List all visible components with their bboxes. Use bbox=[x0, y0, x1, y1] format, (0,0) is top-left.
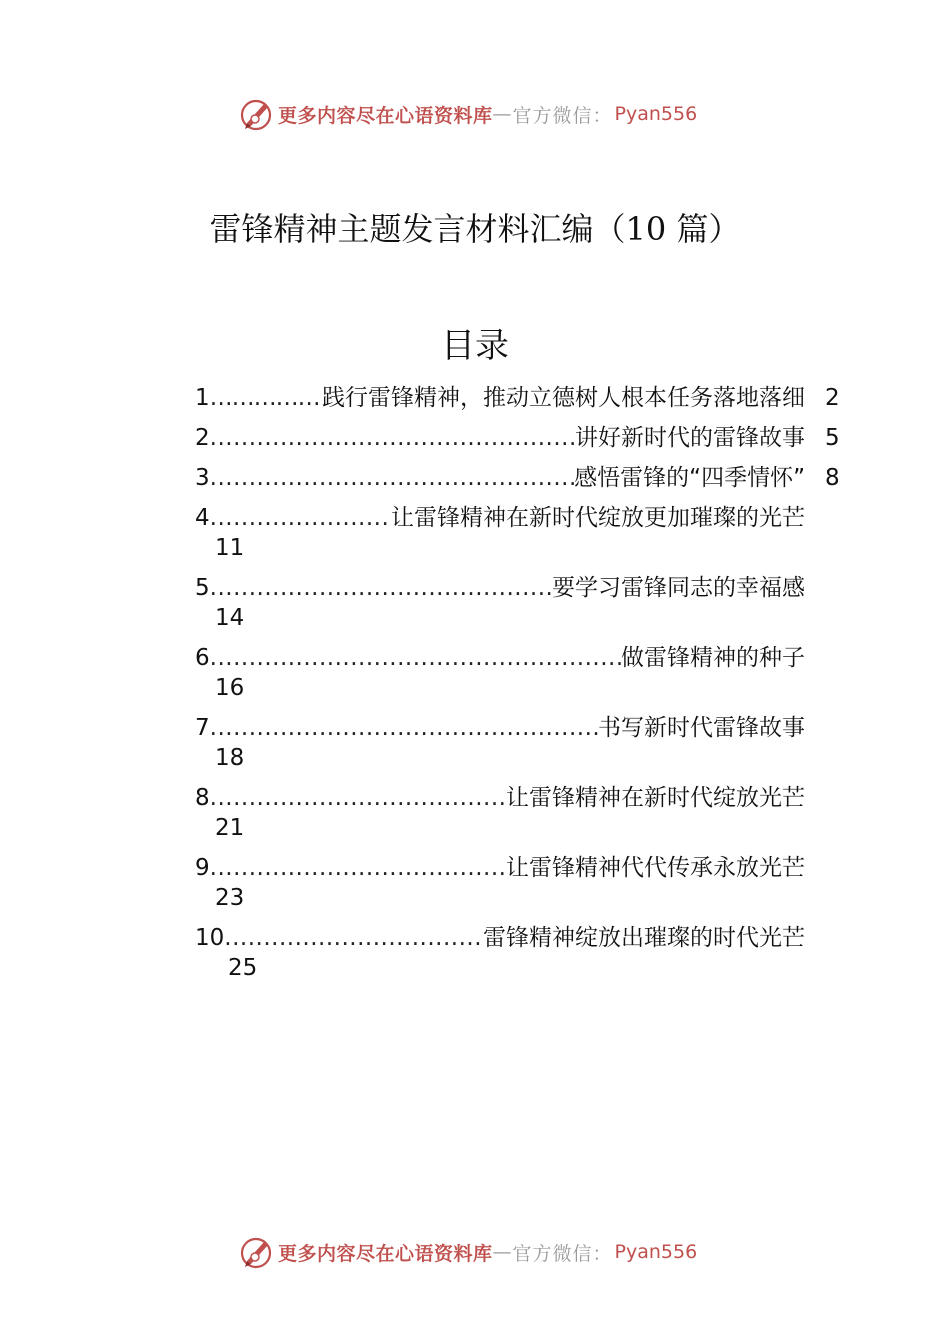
toc-entry-6[interactable] bbox=[195, 643, 855, 713]
toc-entry-number: 7 bbox=[195, 715, 210, 741]
toc-entry-page: 5 bbox=[825, 425, 840, 451]
toc-entry-number: 3 bbox=[195, 465, 210, 491]
toc-entry-title: 让雷锋精神在新时代绽放更加璀璨的光芒 bbox=[391, 505, 805, 531]
toc-heading: 目录 bbox=[441, 326, 509, 366]
banner-wechat-label: 官方微信： bbox=[512, 1242, 613, 1265]
toc-entry-9[interactable] bbox=[195, 853, 855, 923]
banner-dash: — bbox=[492, 103, 513, 125]
toc-entry-2[interactable] bbox=[195, 423, 855, 463]
toc-leader-dots bbox=[224, 923, 483, 953]
toc-leader-dots bbox=[210, 383, 322, 413]
toc-entry-title: 践行雷锋精神，推动立德树人根本任务落地落细 bbox=[322, 385, 805, 411]
toc-entry-number: 2 bbox=[195, 425, 210, 451]
toc-entry-page: 11 bbox=[215, 535, 245, 561]
toc-entry-page: 25 bbox=[228, 955, 258, 981]
banner-dash: — bbox=[492, 1241, 513, 1263]
toc-entry-page: 14 bbox=[215, 605, 245, 631]
toc-entry-page: 16 bbox=[215, 675, 245, 701]
toc-entry-4[interactable] bbox=[195, 503, 855, 573]
toc-entry-page: 23 bbox=[215, 885, 245, 911]
toc-leader-dots bbox=[210, 573, 552, 603]
toc-entry-page: 2 bbox=[825, 385, 840, 411]
table-of-contents bbox=[195, 383, 855, 993]
toc-entry-10[interactable] bbox=[195, 923, 855, 993]
toc-leader-dots bbox=[210, 713, 598, 743]
document-title: 雷锋精神主题发言材料汇编（10 篇） bbox=[209, 210, 741, 248]
banner-wechat-label: 官方微信： bbox=[512, 104, 613, 127]
footer-banner bbox=[238, 1234, 738, 1270]
pen-logo-icon bbox=[238, 1234, 274, 1270]
toc-leader-dots bbox=[210, 463, 575, 493]
toc-entry-title: 让雷锋精神代代传承永放光芒 bbox=[506, 855, 805, 881]
toc-entry-title: 雷锋精神绽放出璀璨的时代光芒 bbox=[483, 925, 805, 951]
toc-entry-number: 4 bbox=[195, 505, 210, 531]
toc-entry-number: 10 bbox=[195, 925, 225, 951]
toc-entry-title: 书写新时代雷锋故事 bbox=[598, 715, 805, 741]
toc-entry-number: 8 bbox=[195, 785, 210, 811]
toc-entry-title: 要学习雷锋同志的幸福感 bbox=[552, 575, 805, 601]
toc-entry-8[interactable] bbox=[195, 783, 855, 853]
toc-entry-title: 感悟雷锋的“四季情怀” bbox=[574, 465, 805, 491]
toc-leader-dots bbox=[210, 503, 391, 533]
toc-entry-number: 1 bbox=[195, 385, 210, 411]
toc-leader-dots bbox=[210, 643, 621, 673]
toc-entry-5[interactable] bbox=[195, 573, 855, 643]
pen-logo-icon bbox=[238, 96, 274, 132]
header-banner bbox=[238, 96, 738, 132]
toc-entry-1[interactable] bbox=[195, 383, 855, 423]
banner-text: 更多内容尽在心语资料库 bbox=[278, 104, 493, 127]
banner-wechat-id: Pyan556 bbox=[614, 103, 698, 125]
toc-entry-title: 让雷锋精神在新时代绽放光芒 bbox=[506, 785, 805, 811]
toc-entry-number: 5 bbox=[195, 575, 210, 601]
toc-entry-7[interactable] bbox=[195, 713, 855, 783]
toc-entry-page: 8 bbox=[825, 465, 840, 491]
toc-leader-dots bbox=[210, 853, 506, 883]
toc-entry-page: 18 bbox=[215, 745, 245, 771]
toc-entry-number: 9 bbox=[195, 855, 210, 881]
toc-entry-title: 讲好新时代的雷锋故事 bbox=[575, 425, 805, 451]
banner-text: 更多内容尽在心语资料库 bbox=[278, 1242, 493, 1265]
toc-entry-page: 21 bbox=[215, 815, 245, 841]
toc-entry-3[interactable] bbox=[195, 463, 855, 503]
toc-entry-number: 6 bbox=[195, 645, 210, 671]
banner-wechat-id: Pyan556 bbox=[614, 1241, 698, 1263]
toc-entry-title: 做雷锋精神的种子 bbox=[621, 645, 805, 671]
toc-leader-dots bbox=[210, 783, 506, 813]
toc-leader-dots bbox=[210, 423, 575, 453]
